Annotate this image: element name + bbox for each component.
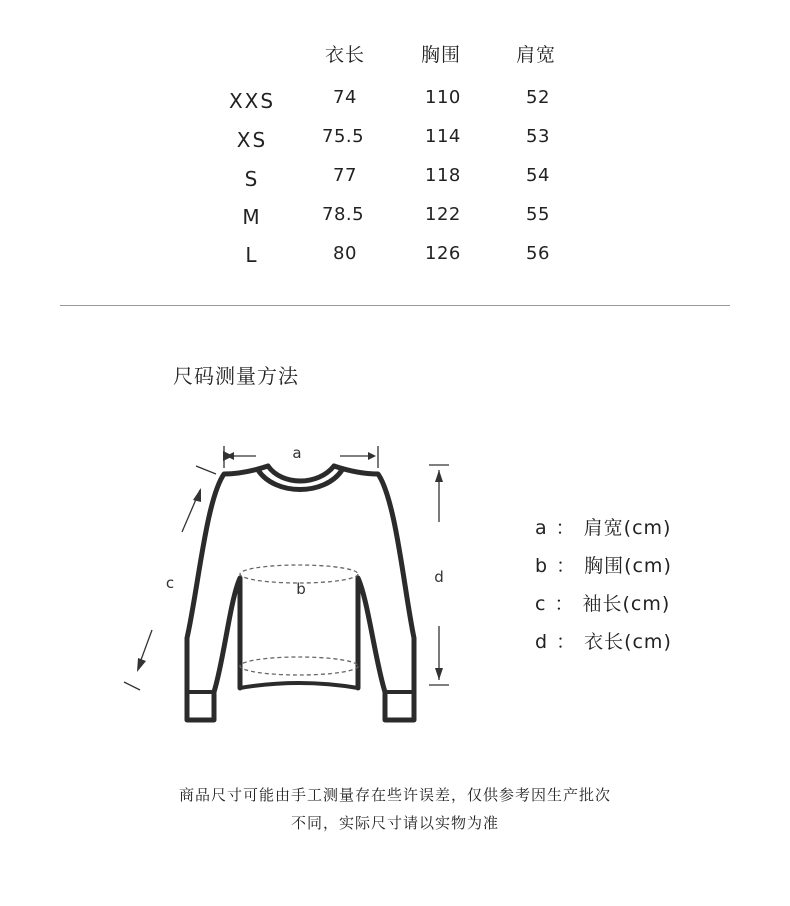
chest-l: 126 bbox=[425, 243, 461, 264]
length-xs: 75.5 bbox=[322, 126, 365, 147]
shoulder-m: 55 bbox=[526, 204, 550, 225]
label-d: d bbox=[434, 568, 444, 586]
header-shoulder: 肩宽 bbox=[516, 44, 557, 66]
header-length: 衣长 bbox=[325, 44, 366, 66]
length-s: 77 bbox=[333, 165, 357, 186]
legend-item-a bbox=[535, 513, 671, 540]
shoulder-xxs: 52 bbox=[526, 87, 550, 108]
size-label-xs: XS bbox=[236, 128, 268, 152]
disclaimer-line-2: 不同，实际尺寸请以实物为准 bbox=[290, 814, 499, 832]
legend-text: 衣长(cm) bbox=[584, 631, 672, 653]
length-m: 78.5 bbox=[322, 204, 365, 225]
legend-key: c bbox=[535, 593, 547, 615]
legend-sep: ： bbox=[555, 517, 576, 539]
legend-key: a bbox=[535, 517, 548, 539]
chest-m: 122 bbox=[425, 204, 461, 225]
size-label-s: S bbox=[244, 167, 260, 191]
length-xxs: 74 bbox=[333, 87, 357, 108]
sweater-diagram bbox=[0, 430, 480, 730]
chest-s: 118 bbox=[425, 165, 461, 186]
legend-sep: ： bbox=[554, 593, 575, 615]
chest-xxs: 110 bbox=[425, 87, 461, 108]
chest-xs: 114 bbox=[425, 126, 461, 147]
label-b: b bbox=[296, 580, 306, 598]
shoulder-s: 54 bbox=[526, 165, 550, 186]
length-l: 80 bbox=[333, 243, 357, 264]
legend-key: b bbox=[535, 555, 549, 577]
legend-text: 袖长(cm) bbox=[582, 593, 671, 615]
legend-text: 胸围(cm) bbox=[584, 555, 672, 577]
label-c: c bbox=[165, 574, 175, 592]
measurement-title: 尺码测量方法 bbox=[173, 364, 299, 388]
header-chest: 胸围 bbox=[421, 44, 462, 66]
shoulder-xs: 53 bbox=[526, 126, 550, 147]
legend-sep: ： bbox=[556, 631, 577, 653]
size-label-m: M bbox=[242, 205, 262, 229]
hem-ellipse bbox=[240, 657, 358, 675]
legend-text: 肩宽(cm) bbox=[583, 517, 672, 539]
legend-sep: ： bbox=[556, 555, 577, 577]
size-label-xxs: XXS bbox=[228, 89, 276, 113]
legend-item-c bbox=[535, 589, 670, 616]
disclaimer-line-1: 商品尺寸可能由手工测量存在些许误差，仅供参考因生产批次 bbox=[178, 786, 611, 804]
size-label-l: L bbox=[245, 243, 259, 267]
legend-item-d bbox=[535, 627, 672, 654]
legend-item-b bbox=[535, 551, 672, 578]
shoulder-l: 56 bbox=[526, 243, 550, 264]
label-a: a bbox=[292, 444, 302, 462]
section-divider bbox=[60, 305, 730, 306]
legend-key: d bbox=[535, 631, 549, 653]
